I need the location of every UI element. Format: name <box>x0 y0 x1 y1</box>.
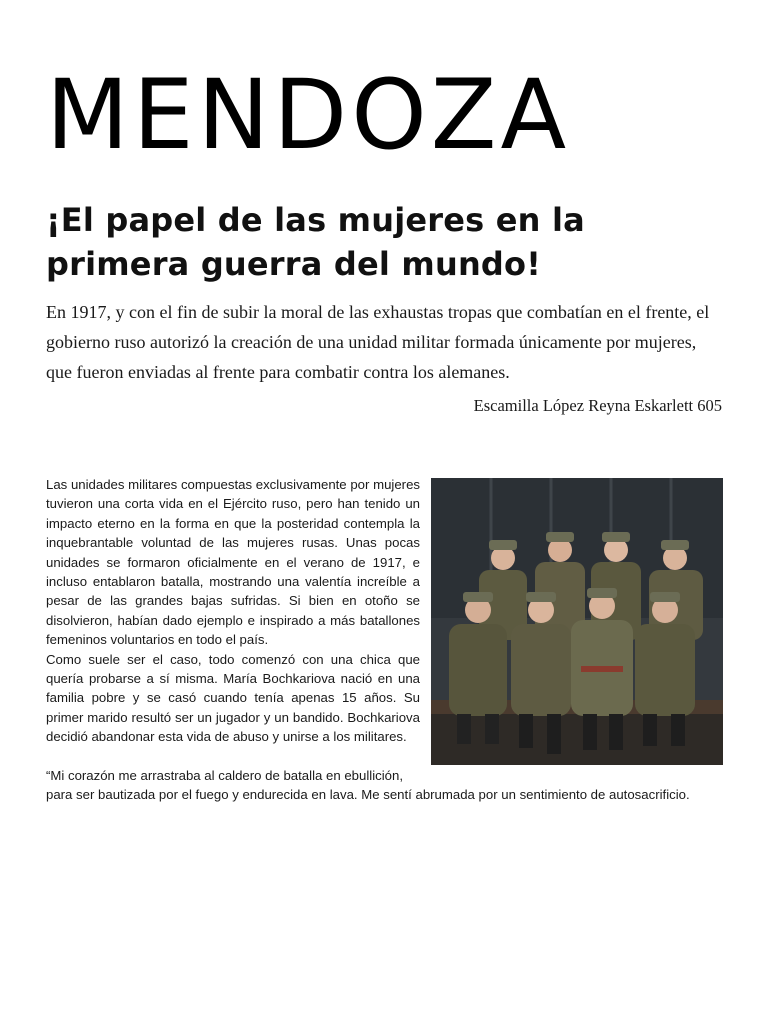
headline-line-2: primera guerra del mundo! <box>46 245 542 283</box>
group-photo-soldiers <box>431 478 723 765</box>
article-body <box>46 475 420 747</box>
lead-paragraph: En 1917, y con el fin de subir la moral de las exhaustas tropas que combatían en el frente, el gobierno ruso autorizó la creación de una unidad militar formada únicamente por mujeres, que fueron enviadas al frente para combatir contra los alemanes. <box>46 302 710 382</box>
headline-line-1: ¡El papel de las mujeres en la <box>46 201 585 239</box>
quote-line-2: para ser bautizada por el fuego y endurecida en lava. Me sentí abrumada por un sentimiento de autosacrificio. <box>46 787 690 803</box>
masthead-title: MENDOZA <box>46 59 571 171</box>
body-paragraph-2: Como suele ser el caso, todo comenzó con una chica que quería probarse a sí misma. María Bochkariova nació en una familia pobre y se casó cuando tenía apenas 15 años. Su primer marido resultó ser un jugador y un bandido. Bochkariova decidió abandonar esta vida de abuso y unirse a los militares. <box>46 651 420 745</box>
byline: Escamilla López Reyna Eskarlett 605 <box>473 396 722 415</box>
article-headline <box>46 198 736 286</box>
group-photo-illustration <box>431 478 723 765</box>
article-quote <box>46 766 726 805</box>
quote-line-1: “Mi corazón me arrastraba al caldero de batalla en ebullición, <box>46 768 403 783</box>
body-paragraph-1: Las unidades militares compuestas exclusivamente por mujeres tuvieron una corta vida en el Ejército ruso, pero han tenido un impacto eterno en la forma en que la posteridad contempla la inquebrantable voluntad de las mujeres rusas. Unas pocas unidades se formaron oficialmente en el verano de 1917, e incluso entablaron batalla, mostrando una valentía increíble a pesar de las grandes bajas sufridas. Si bien en otoño se disolvieron, habían dado ejemplo e inspirado a más batallones femeninos voluntarios en todo el país. <box>46 477 420 648</box>
